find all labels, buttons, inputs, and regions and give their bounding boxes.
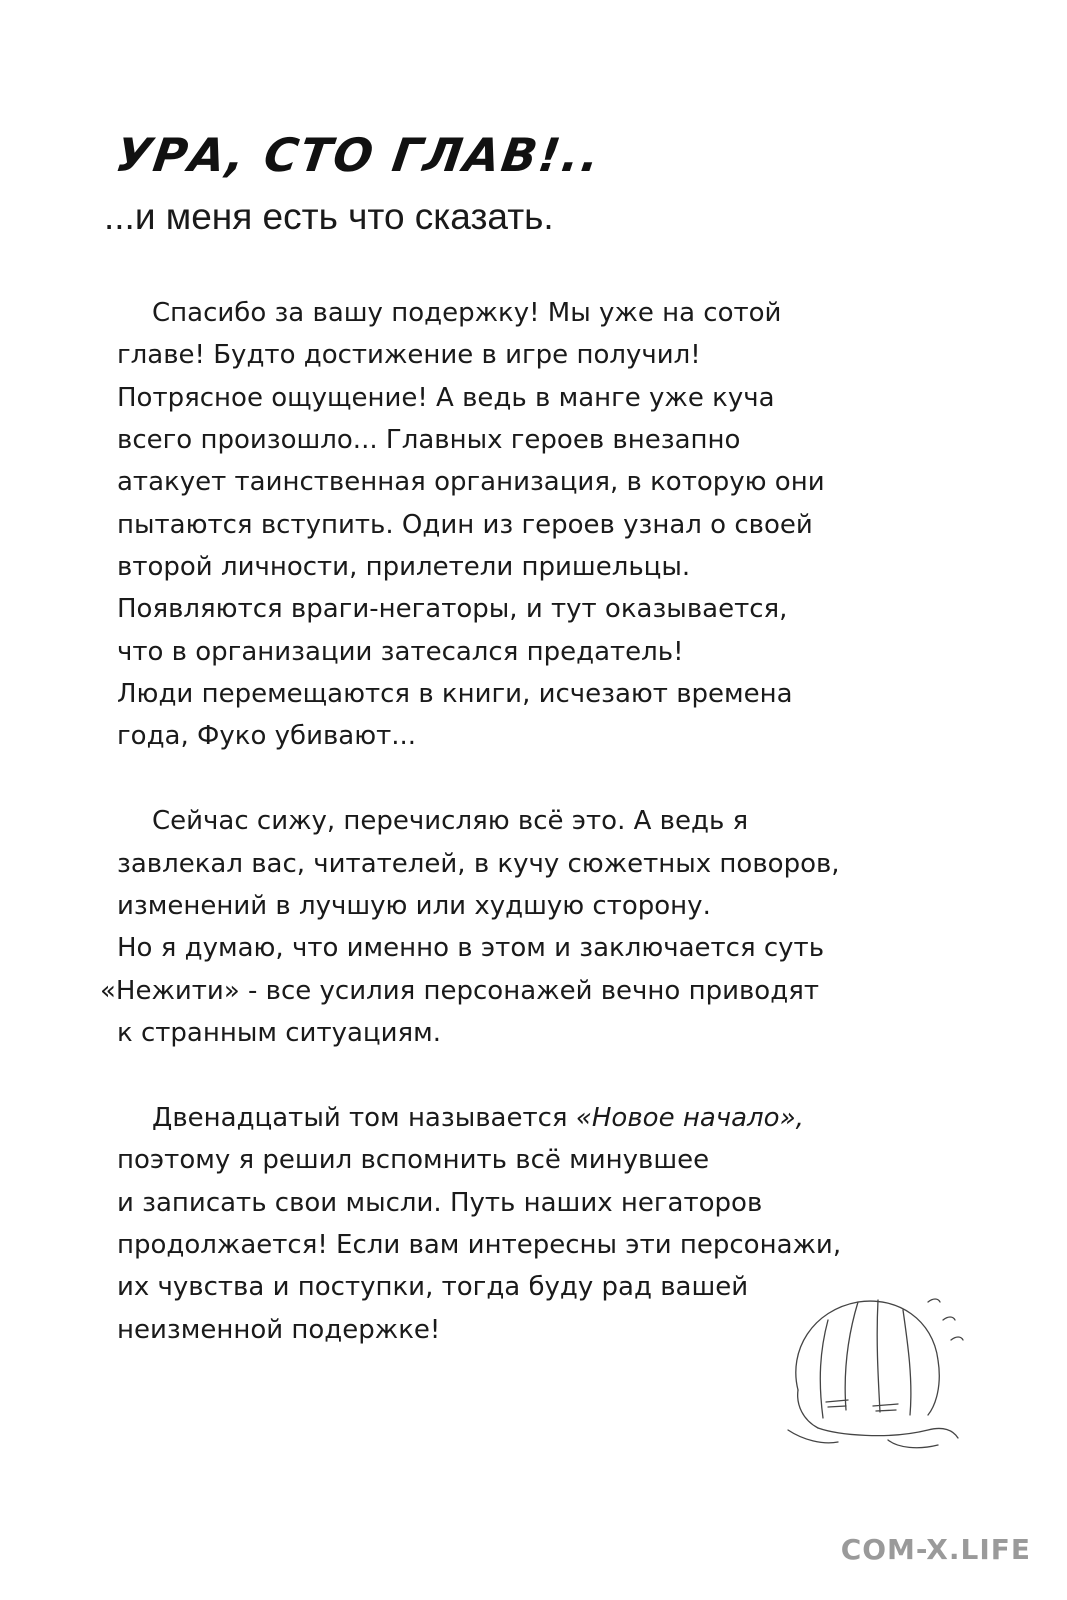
page-subtitle: ...и меня есть что сказать. xyxy=(104,196,554,237)
paragraph-line xyxy=(152,1105,804,1131)
paragraph-line: изменений в лучшую или худшую сторону. xyxy=(117,891,711,921)
paragraph-line: и записать свои мысли. Путь наших негаторов xyxy=(117,1188,763,1218)
paragraph-line: «Нежити» - все усилия персонажей вечно приводят xyxy=(100,976,819,1006)
paragraph-line: к странным ситуациям. xyxy=(117,1018,442,1048)
paragraph-line: главе! Будто достижение в игре получил! xyxy=(117,340,701,370)
paragraph-line: продолжается! Если вам интересны эти персонажи, xyxy=(117,1230,842,1260)
paragraph-line: их чувства и поступки, тогда буду рад вашей xyxy=(117,1272,749,1302)
paragraph-line: всего произошло... Главных героев внезапно xyxy=(117,425,741,455)
paragraph-line: пытаются вступить. Один из героев узнал о своей xyxy=(117,510,813,540)
paragraph-line: Но я думаю, что именно в этом и заключается суть xyxy=(117,933,825,963)
paragraph-line: Потрясное ощущение! А ведь в манге уже куча xyxy=(117,383,775,413)
paragraph-line: Появляются враги-негаторы, и тут оказывается, xyxy=(117,594,788,624)
paragraph-line: что в организации затесался предатель! xyxy=(117,637,684,667)
paragraph-line: Спасибо за вашу подержку! Мы уже на сотой xyxy=(152,298,782,328)
paragraph-line: неизменной подержке! xyxy=(117,1315,441,1345)
watermark: COM-X.LIFE xyxy=(840,1533,1031,1566)
paragraph-line: Люди перемещаются в книги, исчезают времена xyxy=(117,679,793,709)
volume-title-italic: «Новое начало», xyxy=(575,1103,804,1133)
paragraph-line: поэтому я решил вспомнить всё минувшее xyxy=(117,1145,710,1175)
page-title: УРА, СТО ГЛАВ!.. xyxy=(112,128,605,182)
paragraph-line: второй личности, прилетели пришельцы. xyxy=(117,552,691,582)
paragraph-line: завлекал вас, читателей, в кучу сюжетных поворов, xyxy=(117,849,840,879)
chibi-sketch-icon xyxy=(768,1280,988,1460)
paragraph-line: года, Фуко убивают... xyxy=(117,721,417,751)
paragraph-line-prefix: Двенадцатый том называется xyxy=(152,1103,576,1133)
paragraph-line: Сейчас сижу, перечисляю всё это. А ведь я xyxy=(152,806,749,836)
paragraph-line: атакует таинственная организация, в которую они xyxy=(117,467,825,497)
